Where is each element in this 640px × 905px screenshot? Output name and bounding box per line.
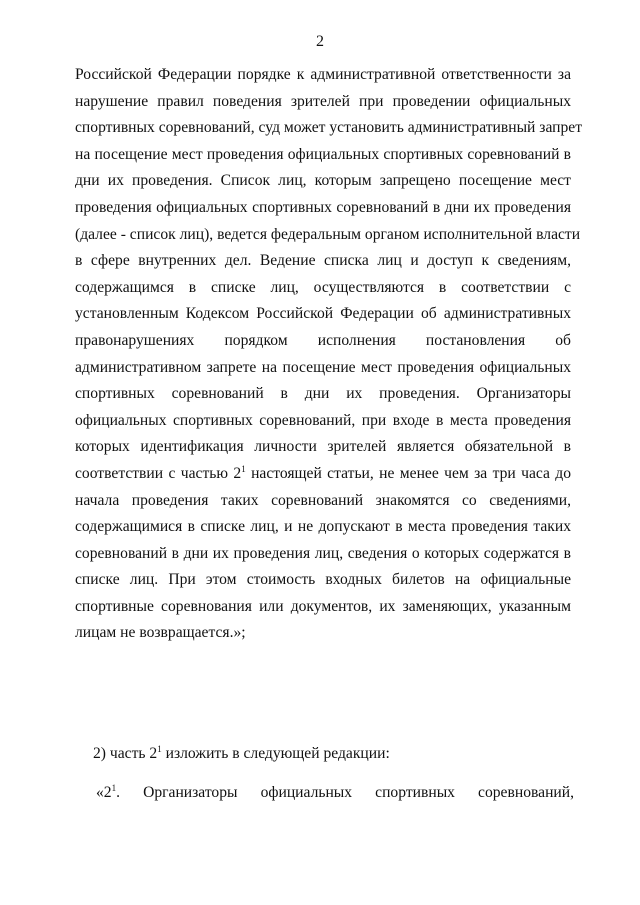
text-fragment: изложить в следующей редакции: [161, 745, 390, 762]
text-line: (далее - список лиц), ведется федеральным органом исполнительной власти [75, 225, 581, 243]
main-paragraph [75, 62, 583, 647]
text-line: на посещение мест проведения официальных спортивных соревнований в [75, 145, 571, 163]
text-line: спортивных соревнований, суд может установить административный запрет [75, 119, 583, 137]
text-line: дни их проведения. Список лиц, которым запрещено посещение мест [75, 172, 571, 190]
text-fragment: настоящей статьи, не менее чем за три часа до [245, 464, 571, 482]
text-line: спортивных соревнований в дни их проведения. Организаторы [75, 385, 571, 403]
text-line: начала проведения таких соревнований знакомятся со сведениями, [75, 491, 571, 509]
paragraph-2 [93, 741, 573, 768]
text-fragment: . Организаторы официальных спортивных соревнований, [116, 784, 574, 801]
text-line: официальных спортивных соревнований, при входе в места проведения [75, 411, 571, 429]
text-line: содержащимся в списке лиц, осуществляются в соответствии с [75, 278, 571, 296]
text-line: административном запрете на посещение мест проведения официальных [75, 358, 571, 376]
superscript: 1 [241, 463, 246, 474]
text-line: правонарушениях порядком исполнения постановления об [75, 331, 571, 349]
text-fragment: «2 [96, 784, 112, 801]
text-line: проведения официальных спортивных соревнований в дни их проведения [75, 198, 571, 216]
superscript: 1 [111, 783, 117, 793]
page-number: 2 [316, 33, 324, 50]
text-line: лицам не возвращается.»; [75, 624, 246, 642]
text-line: списке лиц. При этом стоимость входных билетов на официальные [75, 571, 571, 589]
paragraph-3 [96, 780, 574, 807]
text-line: содержащимися в списке лиц, и не допускают в места проведения таких [75, 518, 571, 536]
text-line-with-superscript [75, 461, 571, 488]
text-fragment: 2) часть 2 [93, 745, 158, 762]
superscript: 1 [157, 744, 162, 754]
text-line: установленным Кодексом Российской Федерации об административных [75, 305, 571, 323]
text-line: Российской Федерации порядке к административной ответственности за [75, 66, 571, 83]
text-line: соревнований в дни их проведения лиц, сведения о которых содержатся в [75, 544, 571, 562]
text-line: нарушение правил поведения зрителей при проведении официальных [75, 92, 571, 110]
text-line: спортивные соревнования или документов, их заменяющих, указанным [75, 597, 571, 615]
text-line: которых идентификация личности зрителей является обязательной в [75, 438, 571, 456]
text-line: в сфере внутренних дел. Ведение списка лиц и доступ к сведениям, [75, 252, 571, 270]
text-fragment: соответствии с частью 2 [75, 464, 242, 482]
